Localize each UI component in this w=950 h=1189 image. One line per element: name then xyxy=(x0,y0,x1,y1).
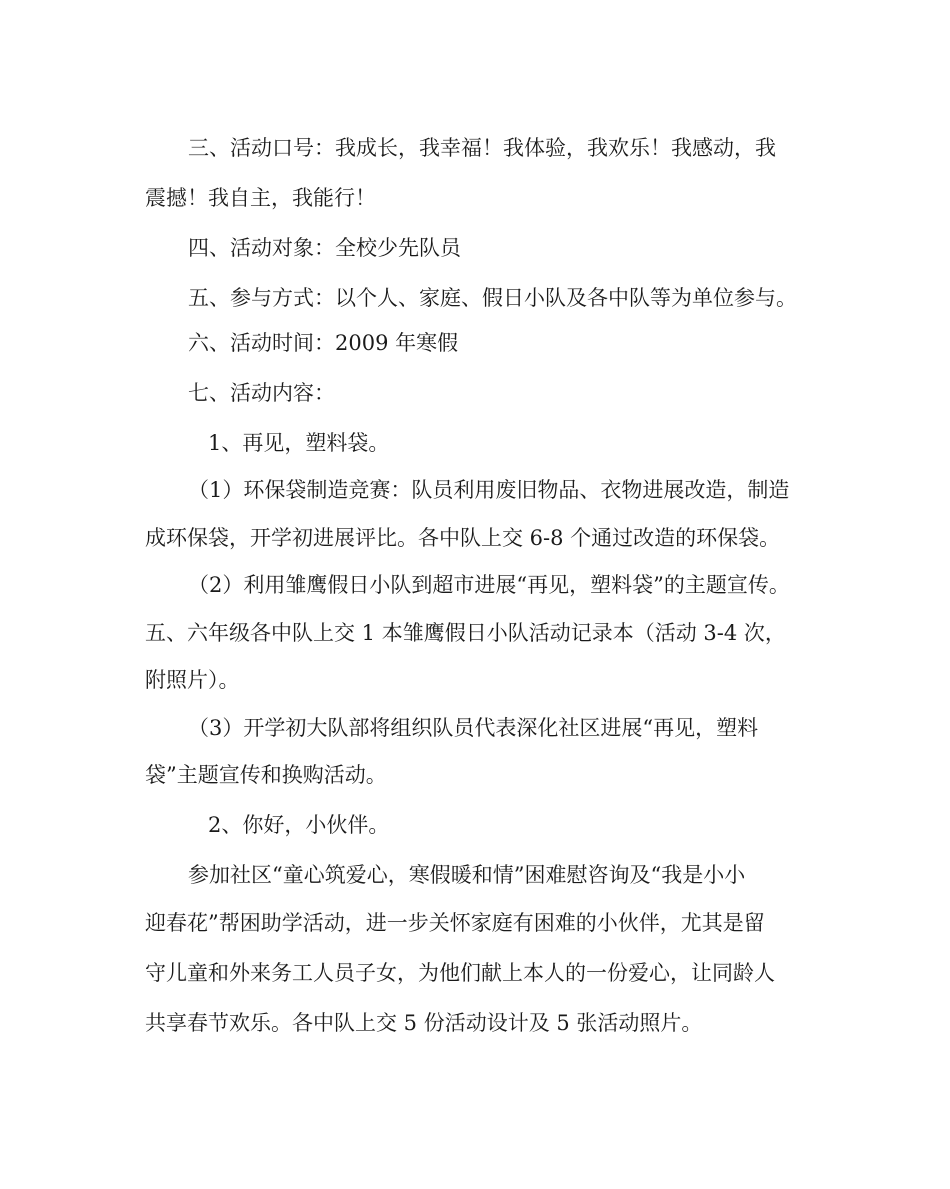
section-2-paragraph-line-4: 共享春节欢乐。各中队上交 5 份活动设计及 5 张活动照片。 xyxy=(145,1011,703,1035)
target-audience-line: 四、活动对象：全校少先队员 xyxy=(188,236,461,260)
item-3-line-2: 袋”主题宣传和换购活动。 xyxy=(145,763,387,787)
item-1-line-1: （1）环保袋制造竞赛：队员利用废旧物品、衣物进展改造，制造 xyxy=(188,478,790,502)
section-2-paragraph-line-3: 守儿童和外来务工人员子女，为他们献上本人的一份爱心，让同龄人 xyxy=(145,961,775,985)
participation-method-line: 五、参与方式：以个人、家庭、假日小队及各中队等为单位参与。 xyxy=(188,286,797,310)
slogan-line-2: 震撼！我自主，我能行！ xyxy=(145,186,376,210)
item-2-line-1: （2）利用雏鹰假日小队到超市进展“再见，塑料袋”的主题宣传。 xyxy=(188,573,790,597)
section-2-paragraph-line-1: 参加社区“童心筑爱心，寒假暖和情”困难慰咨询及“我是小小 xyxy=(188,863,746,887)
item-2-line-2: 五、六年级各中队上交 1 本雏鹰假日小队活动记录本（活动 3-4 次， xyxy=(145,621,786,645)
item-1-line-2: 成环保袋，开学初进展评比。各中队上交 6-8 个通过改造的环保袋。 xyxy=(145,526,781,550)
slogan-line-1: 三、活动口号：我成长，我幸福！我体验，我欢乐！我感动，我 xyxy=(188,136,776,160)
item-3-line-1: （3）开学初大队部将组织队员代表深化社区进展“再见，塑料 xyxy=(188,716,759,740)
section-2-paragraph-line-2: 迎春花”帮困助学活动，进一步关怀家庭有困难的小伙伴，尤其是留 xyxy=(145,911,765,935)
activity-time-line: 六、活动时间：2009 年寒假 xyxy=(188,331,459,355)
activity-content-heading: 七、活动内容： xyxy=(188,381,335,405)
section-1-heading: 1、再见，塑料袋。 xyxy=(208,431,390,455)
item-2-line-3: 附照片）。 xyxy=(145,668,240,692)
section-2-heading: 2、你好，小伙伴。 xyxy=(208,813,390,837)
